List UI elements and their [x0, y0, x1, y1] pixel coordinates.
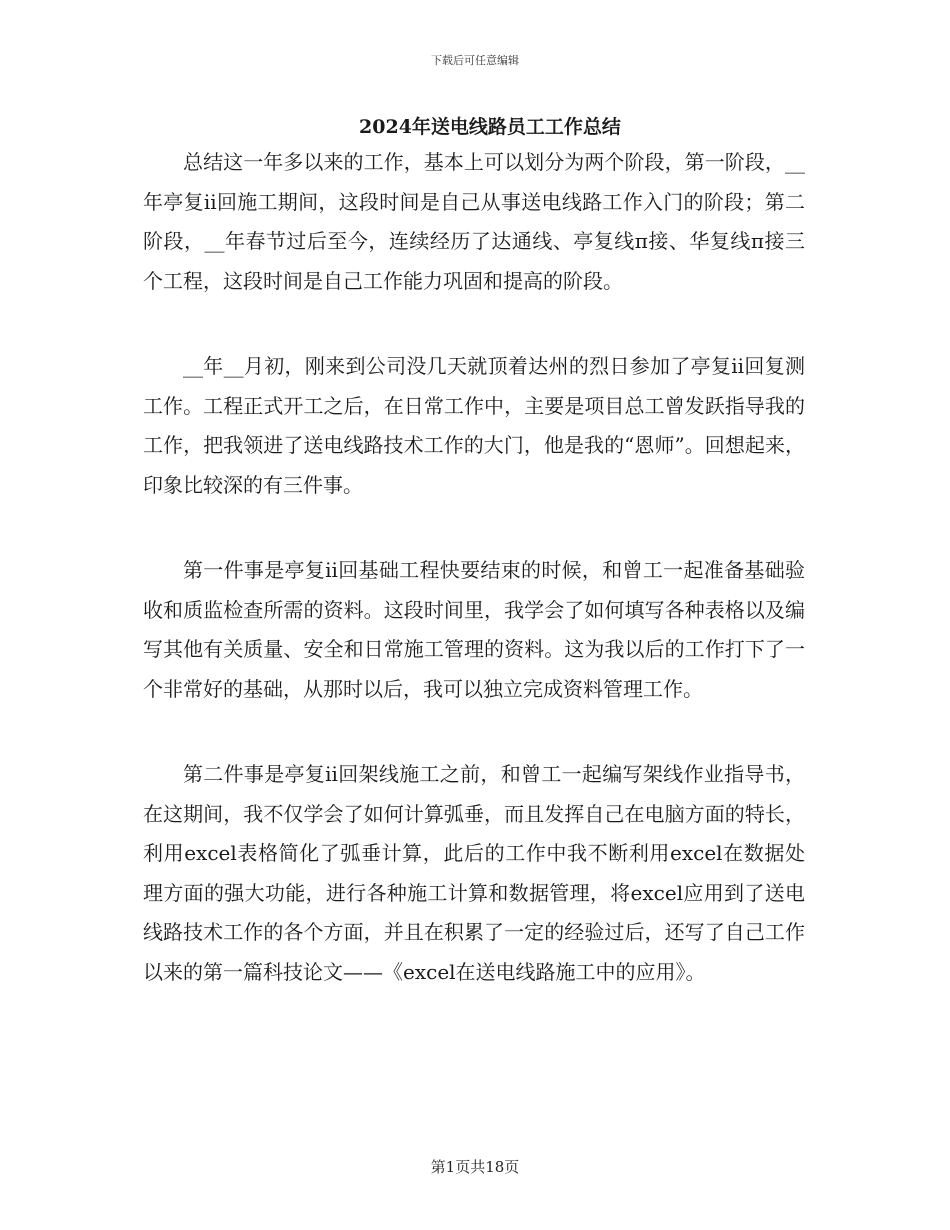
- page-header-note: 下载后可任意编辑: [431, 54, 519, 67]
- paragraph-3: 第一件事是亭复ii回基础工程快要结束的时候，和曾工一起准备基础验收和质监检查所需的资料。这段时间里，我学会了如何填写各种表格以及编写其他有关质量、安全和日常施工管理的资料。这为我以后的工作打下了一个非常好的基础，从那时以后，我可以独立完成资料管理工作。: [143, 558, 805, 701]
- paragraph-2: __年__月初，刚来到公司没几天就顶着达州的烈日参加了亭复ii回复测工作。工程正式开工之后，在日常工作中，主要是项目总工曾发跃指导我的工作，把我领进了送电线路技术工作的大门，他是我的“恩师”。回想起来，印象比较深的有三件事。: [143, 354, 805, 497]
- paragraph-1: 总结这一年多以来的工作，基本上可以划分为两个阶段，第一阶段，__年亭复ii回施工期间，这段时间是自己从事送电线路工作入门的阶段；第二阶段，__年春节过后至今，连续经历了达通线、亭复线π接、华复线π接三个工程，这段时间是自己工作能力巩固和提高的阶段。: [143, 150, 805, 293]
- document-title: 2024年送电线路员工工作总结: [359, 116, 621, 138]
- document-body: [143, 143, 805, 1038]
- paragraph-4: 第二件事是亭复ii回架线施工之前，和曾工一起编写架线作业指导书，在这期间，我不仅学会了如何计算弧垂，而且发挥自己在电脑方面的特长，利用excel表格简化了弧垂计算，此后的工作中我不断利用excel在数据处理方面的强大功能，进行各种施工计算和数据管理，将excel应用到了送电线路技术工作的各个方面，并且在积累了一定的经验过后，还写了自己工作以来的第一篇科技论文——《excel在送电线路施工中的应用》。: [143, 762, 805, 984]
- page-number: 第1页共18页: [430, 1158, 520, 1176]
